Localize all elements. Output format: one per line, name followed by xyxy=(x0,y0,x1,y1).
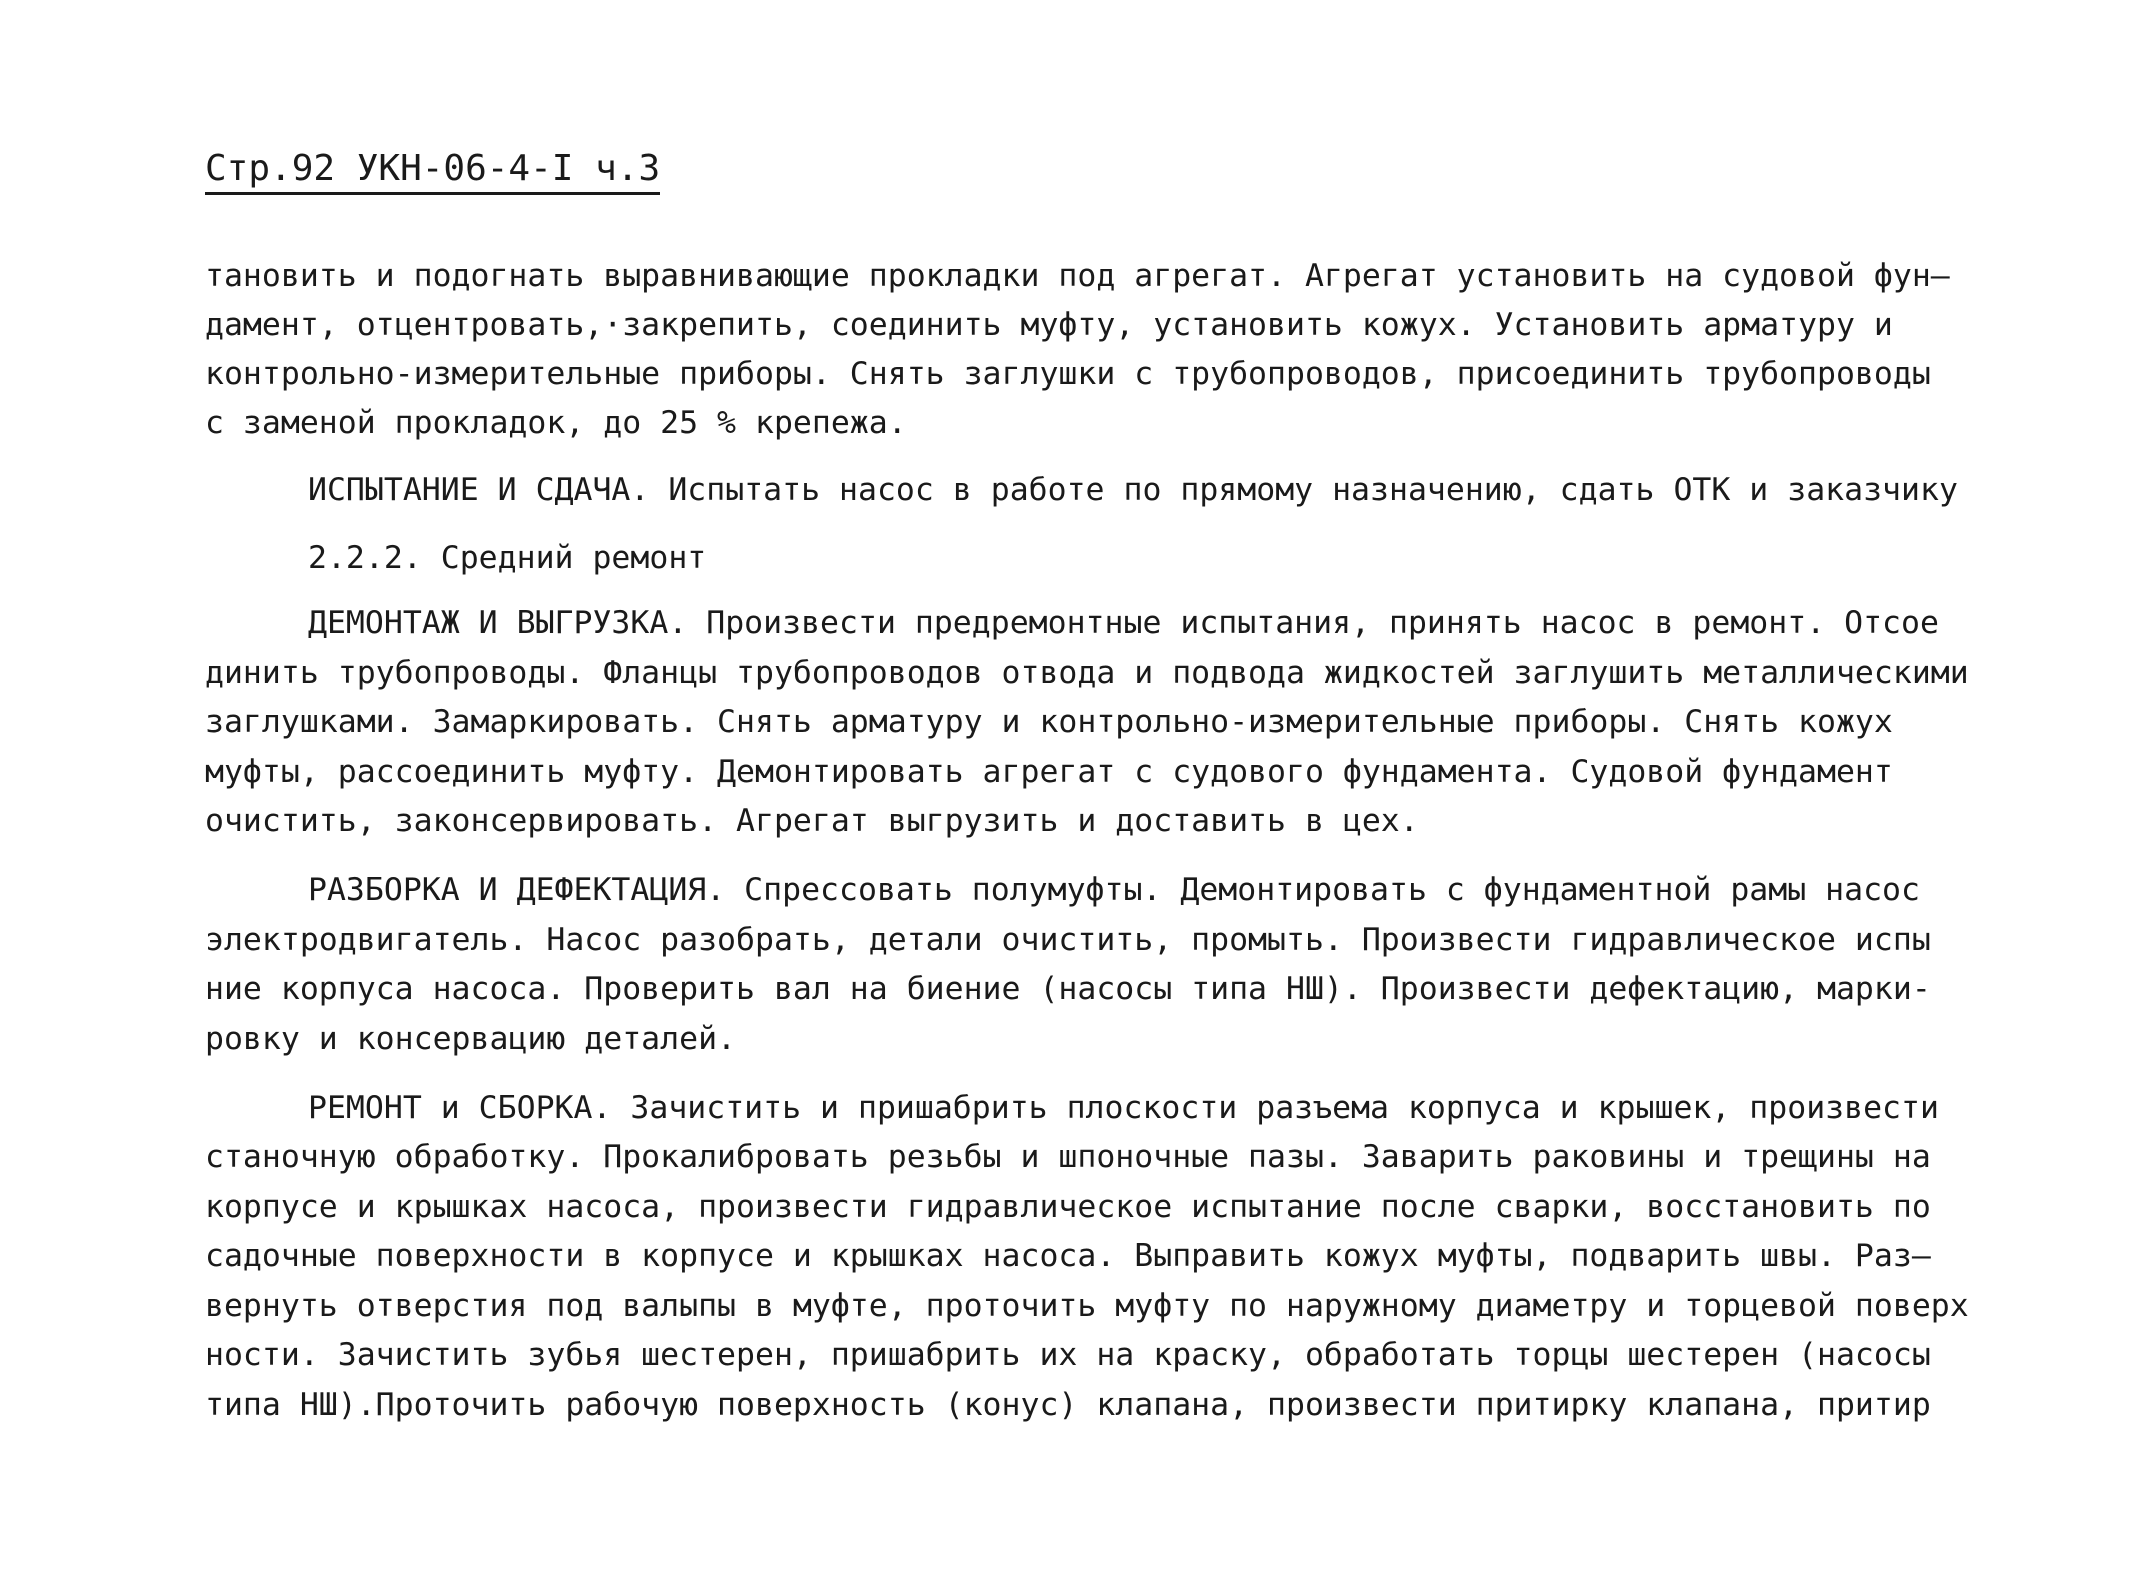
text-line: РЕМОНТ и СБОРКА. Зачистить и пришабрить плоскости разъема корпуса и крышек, произвести xyxy=(308,1090,1939,1126)
text-line: динить трубопроводы. Фланцы трубопроводов отвода и подвода жидкостей заглушить металлическими xyxy=(205,655,1969,691)
text-line: станочную обработку. Прокалибровать резьбы и шпоночные пазы. Заварить раковины и трещины на xyxy=(205,1139,1931,1175)
text-line: ние корпуса насоса. Проверить вал на биение (насосы типа НШ). Произвести дефектацию, марки- xyxy=(205,971,1931,1007)
text-line: ности. Зачистить зубья шестерен, пришабрить их на краску, обработать торцы шестерен (насосы xyxy=(205,1337,1931,1373)
page-header: Стр.92 УКН-06-4-I ч.3 xyxy=(205,146,660,195)
text-line: контрольно-измерительные приборы. Снять заглушки с трубопроводов, присоединить трубопроводы xyxy=(205,356,1931,392)
text-line: ровку и консервацию деталей. xyxy=(205,1021,737,1057)
text-line: заглушками. Замаркировать. Снять арматуру и контрольно-измерительные приборы. Снять кожух xyxy=(205,704,1893,740)
section-heading: 2.2.2. Средний ремонт xyxy=(308,540,707,576)
text-line: очистить, законсервировать. Агрегат выгрузить и доставить в цех. xyxy=(205,803,1419,839)
text-line: электродвигатель. Насос разобрать, детали очистить, промыть. Произвести гидравлическое испы xyxy=(205,922,1931,958)
text-line: вернуть отверстия под валыпы в муфте, проточить муфту по наружному диаметру и торцевой поверх xyxy=(205,1288,1969,1324)
text-line: РАЗБОРКА И ДЕФЕКТАЦИЯ. Спрессовать полумуфты. Демонтировать с фундаментной рамы насос xyxy=(308,872,1920,908)
text-line: тановить и подогнать выравнивающие прокладки под агрегат. Агрегат установить на судовой фун– xyxy=(205,258,1950,294)
text-line: ДЕМОНТАЖ И ВЫГРУЗКА. Произвести предремонтные испытания, принять насос в ремонт. Отсое xyxy=(308,605,1939,641)
text-line: дамент, отцентровать,·закрепить, соединить муфту, установить кожух. Установить арматуру и xyxy=(205,307,1893,343)
text-line: муфты, рассоединить муфту. Демонтировать агрегат с судового фундамента. Судовой фундамент xyxy=(205,754,1893,790)
text-line: с заменой прокладок, до 25 % крепежа. xyxy=(205,405,907,441)
text-line: типа НШ).Проточить рабочую поверхность (конус) клапана, произвести притирку клапана, притир xyxy=(205,1387,1931,1423)
text-line: корпусе и крышках насоса, произвести гидравлическое испытание после сварки, восстановить по xyxy=(205,1189,1931,1225)
text-line: садочные поверхности в корпусе и крышках насоса. Выправить кожух муфты, подварить швы. Раз– xyxy=(205,1238,1931,1274)
section-testing: ИСПЫТАНИЕ И СДАЧА. Испытать насос в работе по прямому назначению, сдать ОТК и заказчику xyxy=(308,472,1958,508)
